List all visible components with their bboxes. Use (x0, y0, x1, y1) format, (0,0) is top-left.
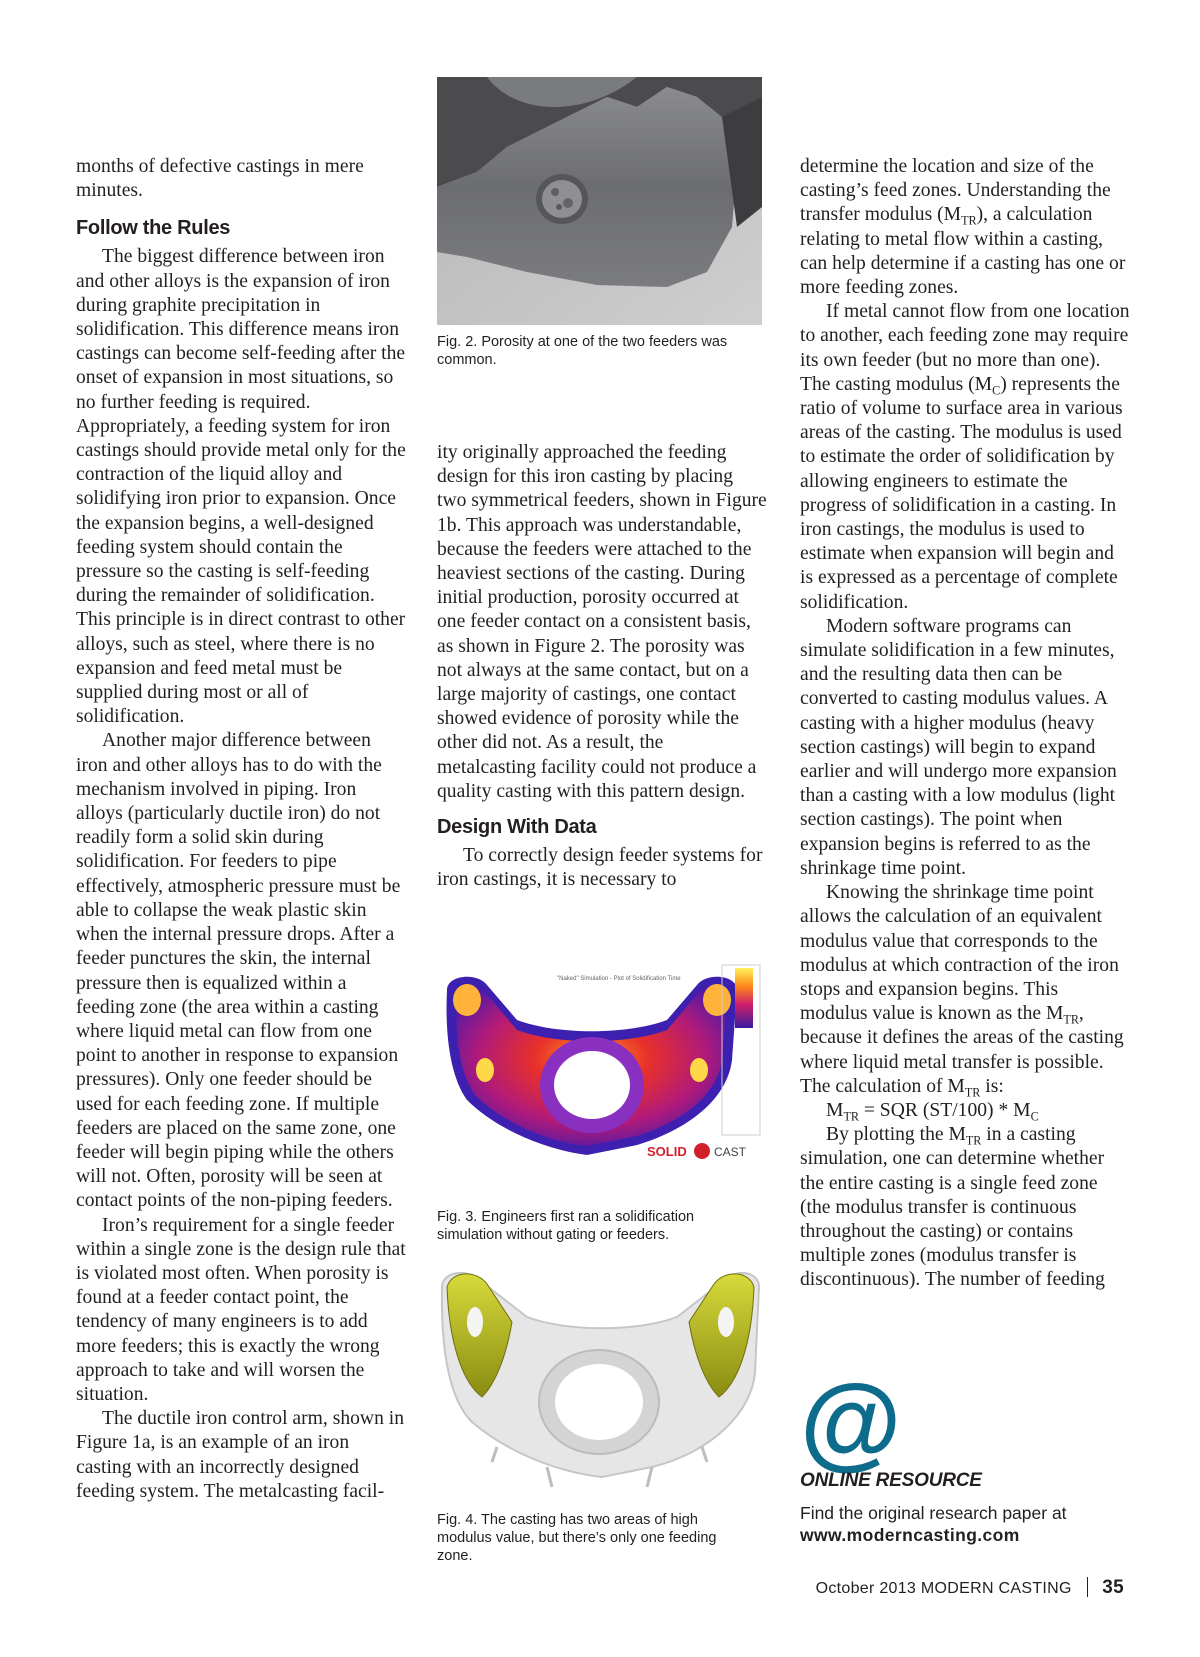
solidcast-logo-cast: CAST (714, 1145, 747, 1159)
online-resource-title: ONLINE RESOURCE (800, 1470, 982, 1491)
paragraph: ity originally approached the feeding design for this iron casting by placing two symmetrical feeders, shown in Figure 1b. This approach was understandable, because the feeders were attached to the heaviest sections of the casting. During initial production, porosity occurred at one feeder contact on a consistent basis, as shown in Figure 2. The porosity was not always at the same contact, but on a large majority of castings, one contact showed evidence of porosity while the other did not. As a result, the metalcasting facility could not produce a quality casting with this pattern design. (437, 442, 767, 802)
figure-4-caption: Fig. 4. The casting has two areas of high modulus value, but there’s only one feeding zone. (437, 1512, 717, 1564)
section-heading-follow-the-rules: Follow the Rules (76, 217, 231, 240)
paragraph: If metal cannot flow from one location to another, each feeding zone may require its own feeder (but no more than one). The casting modulus $(M_C)$ represents the ratio of volume to surface area in various areas of the casting. The modulus is used to estimate the order of solidification by allowing engineers to estimate the progress of solidification in a casting. In iron castings, the modulus is used to estimate when expansion will begin and is expressed as a percentage of complete solidification. (800, 301, 1130, 613)
figure-2-caption: Fig. 2. Porosity at one of the two feeders was common. (437, 334, 728, 368)
at-sign-icon: @ (800, 1364, 902, 1480)
paragraph: Knowing the shrinkage time point allows the calculation of an equivalent modulus value that corresponds to the modulus at which contraction of the iron stops and expansion begins. This modulus value is known as the $M_{TR}$, because it defines the areas of the casting where liquid metal transfer is possible. The calculation of $M_{TR}$ is: (800, 882, 1124, 1099)
formula-mtr: $M_{TR}$ = SQR $(ST/100) * M_C$ (826, 1099, 1039, 1124)
paragraph: To correctly design feeder systems for iron castings, it is necessary to (437, 845, 763, 891)
paragraph: The ductile iron control arm, shown in Figure 1a, is an example of an iron casting with an incorrectly designed feeding system. The metalcasting facil- (76, 1408, 405, 1502)
paragraph: Modern software programs can simulate solidification in a few minutes, and the resulting data then can be converted to casting modulus values. A casting with a higher modulus (heavy section castings) will begin to expand earlier and will undergo more expansion than a casting with a low modulus (light section castings). The point when expansion begins is referred to as the shrinkage time point. (800, 615, 1117, 879)
page-number: 35 (1102, 1577, 1124, 1598)
footer-divider (1087, 1577, 1088, 1597)
online-resource-link[interactable]: www.moderncasting.com (800, 1525, 1020, 1545)
paragraph: determine the location and size of the casting’s feed zones. Understanding the transfer modulus $(M_{TR})$, a calculation relating to metal flow within a casting, can help determine if a casting has one or more feeding zones. (800, 156, 1126, 299)
solidcast-logo-ball (694, 1143, 710, 1159)
figure-4-model (437, 1262, 762, 1497)
figure-3-title: "Naked" Simulation - Plot of Solidification Time (557, 976, 681, 982)
paragraph: By plotting the $M_{TR}$ in a casting simulation, one can determine whether the entire casting is a single feed zone (the modulus transfer is continuous throughout the casting) or contains multiple zones (modulus transfer is discontinuous). The number of feeding (800, 1124, 1105, 1291)
column-2 (437, 441, 767, 892)
online-resource-text (800, 1502, 1130, 1546)
column-1 (76, 155, 406, 1504)
figure-3-caption: Fig. 3. Engineers first ran a solidification simulation without gating or feeders. (437, 1209, 695, 1243)
online-resource-description: Find the original research paper at (800, 1503, 1067, 1523)
page-footer (816, 1577, 1124, 1599)
section-heading-design-with-data: Design With Data (437, 816, 597, 839)
column-3 (800, 155, 1130, 1293)
paragraph: Another major difference between iron and other alloys has to do with the mechanism involved in piping. Iron alloys (particularly ductile iron) do not readily form a solid skin during solidification. For feeders to pipe effectively, atmospheric pressure must be able to collapse the weak plastic skin when the internal pressure drops. After a feeder punctures the skin, the internal pressure then is equalized within a feeding zone (the area within a casting where liquid metal can flow from one point to another in response to expansion pressures). Only one feeder should be used for each feeding zone. If multiple feeders are placed on the same zone, one feeder will begin piping while the others will not. Often, porosity will be seen at contact points of the non-piping feeders. (76, 730, 401, 1212)
figure-3-simulation (437, 960, 762, 1190)
magazine-name: MODERN CASTING (920, 1580, 1072, 1597)
solidcast-logo-text: SOLID (647, 1144, 687, 1159)
paragraph: The biggest difference between iron and other alloys is the expansion of iron during graphite precipitation in solidification. This difference means iron castings can become self-feeding after the onset of expansion in most situations, so no further feeding is required. Appropriately, a feeding system for iron castings should provide metal only for the contraction of the liquid alloy and solidifying iron prior to expansion. Once the expansion begins, a well-designed feeding system should contain the pressure so the casting is self-feeding during the remainder of solidification. This principle is in direct contrast to other alloys, such as steel, where there is no expansion and feed metal must be supplied during most or all of solidification. (76, 246, 406, 728)
issue-date: October 2013 (815, 1580, 917, 1597)
paragraph: Iron’s requirement for a single feeder within a single zone is the design rule that is violated most often. When porosity is found at a feeder contact point, the tendency of many engineers is to add more feeders; this is exactly the wrong approach to take and will worsen the situation. (76, 1214, 406, 1405)
paragraph: months of defective castings in mere minutes. (76, 156, 364, 202)
figure-2-photo (437, 77, 762, 325)
